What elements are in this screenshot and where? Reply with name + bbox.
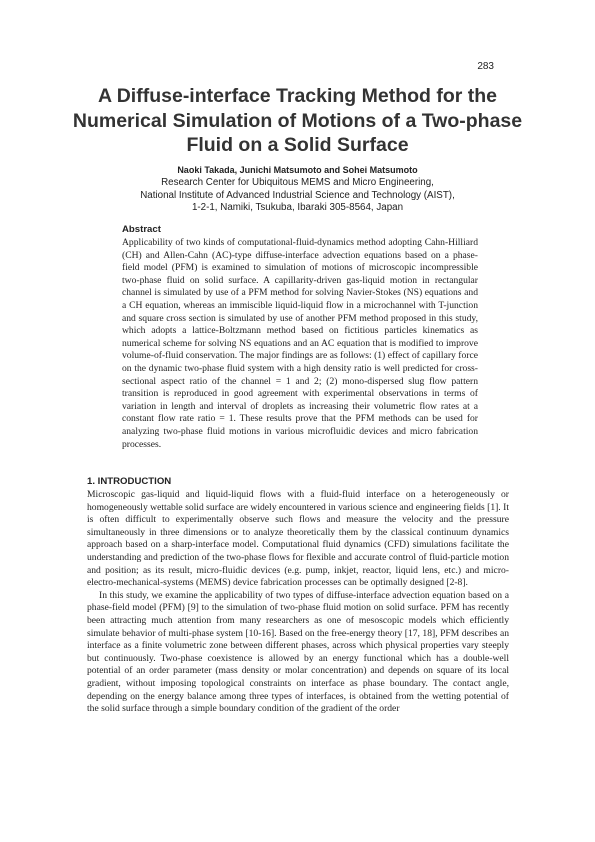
paragraph: Microscopic gas-liquid and liquid-liquid flows with a fluid-fluid interface on a heterogeneously or homogeneously wettable solid surface are widely encountered in various science and engineering fields [1]. It is often difficult to experimentally observe such flows and measure the velocity and the pressure simultaneously in three dimensions or to analyze theoretically them by the classical continuum dynamics approach based on a sharp-interface model. Computational fluid dynamics (CFD) simulations facilitate the understanding and prediction of the two-phase flows for flexible and accurate control of fluid-particle motion and position; as its result, micro-fluidic devices (e.g. pump, inkjet, reactor, liquid lens, etc.) and micro-electro-mechanical-systems (MEMS) device fabrication processes can be optimally designed [2-8].: [87, 489, 509, 589]
page-number: 283: [477, 61, 494, 72]
abstract-body: Applicability of two kinds of computational-fluid-dynamics method adopting Cahn-Hilliard (CH) and Allen-Cahn (AC)-type diffuse-interface advection equations based on a phase-field model (PFM) is examined to simulation of motions of microscopic incompressible two-phase fluid on solid surface. A capillarity-driven gas-liquid motion in rectangular channel is simulated by use of a PFM method for solving Navier-Stokes (NS) equations and a CH equation, whereas an immiscible liquid-liquid flow in a microchannel with T-junction and square cross section is simulated by use of another PFM method proposed in this study, which adopts a lattice-Boltzmann method based on fictitious particles kinematics as numerical scheme for solving NS equations and an AC equation that is modified to improve volume-of-fluid conservation. The major findings are as follows: (1) effect of capillary force on the dynamic two-phase fluid system with a high density ratio is well predicted for cross-sectional aspect ratio of the channel = 1 and 2; (2) mono-dispersed slug flow pattern transition is reproduced in good agreement with experimental observations in terms of variation in length and interval of droplets as increasing their volumetric flow rates at a constant flow rate ratio = 1. These results prove that the PFM methods can be used for analyzing two-phase fluid motions in various microfluidic devices and micro fabrication processes.: [122, 237, 478, 450]
introduction-heading: 1. INTRODUCTION: [87, 476, 172, 487]
affiliation-line: 1-2-1, Namiki, Tsukuba, Ibaraki 305-8564, Japan: [191, 202, 404, 214]
abstract-heading: Abstract: [122, 224, 161, 235]
paper-title: A Diffuse-interface Tracking Method for the Numerical Simulation of Motions of a Two-phase Fluid on a Solid Surface: [72, 85, 523, 156]
affiliation: [60, 177, 535, 215]
introduction-body: [87, 489, 509, 716]
affiliation-line: National Institute of Advanced Industrial Science and Technology (AIST),: [140, 189, 455, 201]
paragraph: In this study, we examine the applicability of two types of diffuse-interface advection equation based on a phase-field model (PFM) [9] to the simulation of two-phase fluid motion on solid surface. PFM has recently been attracting much attention from many researchers as one of mesoscopic models which efficiently simulate behavior of multi-phase system [10-16]. Based on the free-energy theory [17, 18], PFM describes an interface as a finite volumetric zone between different phases, across which physical properties vary steeply but continuously. Two-phase coexistence is allowed by an energy functional which has a double-well potential of an order parameter (mass density or molar concentration) and depends on square of its local gradient, without imposing topological constraints on interface as phase boundary. The contact angle, depending on the energy balance among three types of interfaces, is obtained from the wetting potential of the solid surface through a simple boundary condition of the gradient of the order: [87, 589, 509, 715]
authors: Naoki Takada, Junichi Matsumoto and Sohei Matsumoto: [177, 165, 418, 175]
affiliation-line: Research Center for Ubiquitous MEMS and Micro Engineering,: [161, 177, 434, 188]
